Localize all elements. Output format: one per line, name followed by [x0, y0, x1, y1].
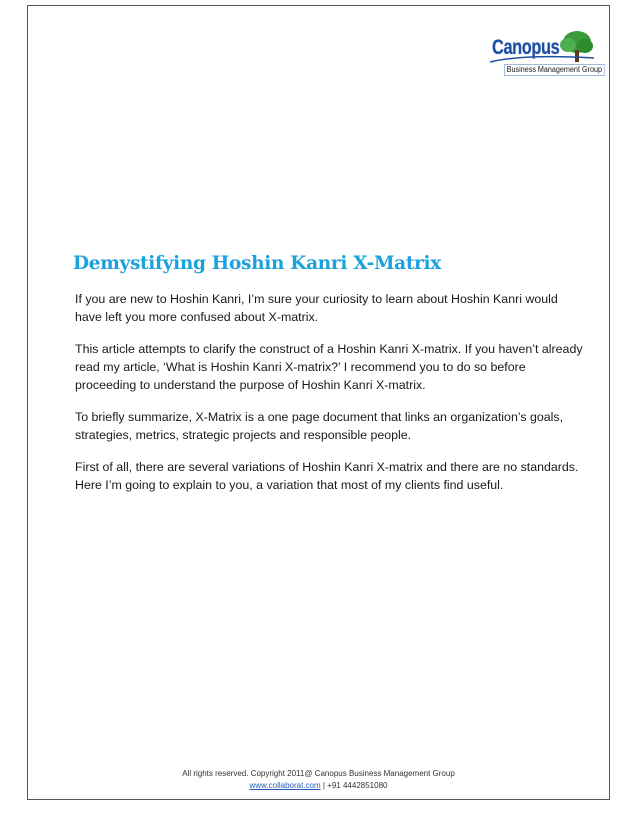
footer-phone: +91 4442851080: [327, 781, 388, 790]
logo-wordmark: Canopus: [492, 36, 560, 59]
paragraph: First of all, there are several variations of Hoshin Kanri X-matrix and there are no standards. Here I’m going to explain to you, a variation that most of my clients find useful.: [75, 460, 579, 492]
paragraph: This article attempts to clarify the construct of a Hoshin Kanri X-matrix. If you haven’t already read my article, ‘What is Hoshin Kanri X-matrix?’ I recommend you to do so before proceeding to understand the purpose of Hoshin Kanri X-matrix.: [75, 342, 583, 392]
article-title: Demystifying Hoshin Kanri X-Matrix: [73, 253, 442, 274]
website-link[interactable]: www.collaborat.com: [249, 781, 321, 790]
logo-tagline: Business Management Group: [504, 64, 605, 76]
footer-copyright: All rights reserved. Copyright 2011@ Canopus Business Management Group: [182, 769, 455, 778]
paragraph: To briefly summarize, X-Matrix is a one page document that links an organization’s goals, strategies, metrics, strategic projects and responsible people.: [75, 410, 564, 442]
canopus-logo: [484, 28, 608, 78]
footer-separator: |: [320, 781, 328, 790]
article-body: [75, 290, 585, 508]
paragraph: If you are new to Hoshin Kanri, I’m sure your curiosity to learn about Hoshin Kanri would have left you more confused about X-matrix.: [75, 292, 558, 324]
page-footer: [27, 768, 610, 792]
footer-contact: [27, 780, 610, 792]
